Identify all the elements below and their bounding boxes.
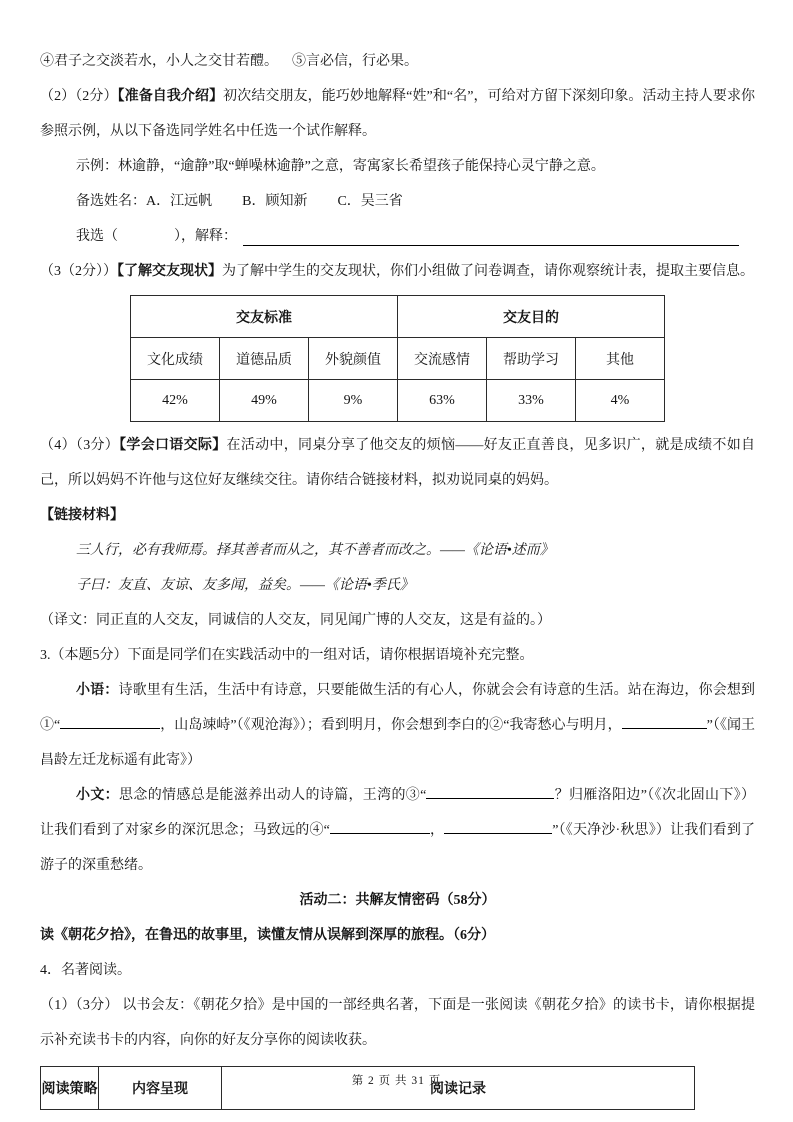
maxims-line [40, 44, 755, 79]
intro-text: 读《朝花夕拾》，在鲁迅的故事里，读懂友情从误解到深厚的旅程。（6分） [40, 928, 495, 943]
section-tag-self-intro: 【准备自我介绍】 [117, 89, 224, 104]
dialogue-text: ？归雁洛阳边”（《次北固山下》）让我们看到了对家乡的深沉思念；马致远的④“ [40, 788, 756, 838]
candidate-option-b: B．顾知新 [242, 194, 308, 209]
choice-answer-line [40, 219, 755, 254]
survey-column-header: 帮助学习 [487, 338, 576, 380]
reading-card-header-record: 阅读记录 [222, 1067, 695, 1110]
dialogue-text: 诗歌里有生活，生活中有诗意，只要能做生活的有心人，你就会会有诗意的生活。站在海边，你会想到①“ [40, 683, 756, 733]
answer-blank-1 [60, 714, 160, 729]
link-material-heading [40, 498, 755, 533]
candidates-label: 备选姓名： [76, 194, 146, 209]
question-3-intro [40, 638, 755, 673]
title-text: 活动二：共解友情密码（58分） [299, 893, 496, 908]
survey-statistics-table [130, 295, 665, 422]
dialogue-text: ”（《天净沙·秋思》）让我们看到了游子的深重愁绪。 [40, 823, 755, 873]
answer-blank-4b [444, 819, 552, 834]
quote-text: 子曰：友直、友谅、友多闻，益矣。——《论语•季氏》 [76, 578, 414, 593]
dialogue-text: 思念的情感总是能滋养出动人的诗篇，王湾的③“ [119, 788, 427, 803]
question-4 [40, 953, 755, 988]
heading-text: 【链接材料】 [40, 508, 124, 523]
dialogue-text: ”（《闻王昌龄左迁龙标遥有此寄》） [40, 718, 755, 768]
quote-text: 三人行，必有我师焉。择其善者而从之，其不善者而改之。——《论语•述而》 [76, 543, 554, 558]
section-tag-survey: 【了解交友现状】 [117, 264, 222, 279]
example-line [40, 149, 755, 184]
translation-line [40, 603, 755, 638]
table-row [131, 380, 665, 422]
candidate-option-c: C．吴三省 [337, 194, 403, 209]
activity-2-title [40, 883, 755, 918]
choose-suffix: ），解释： [174, 229, 237, 244]
question-number: （2）（2分） [40, 89, 118, 104]
answer-blank-4a [330, 819, 430, 834]
survey-column-header: 外貌颜值 [309, 338, 398, 380]
activity-2-intro [40, 918, 755, 953]
question-number: （3（2分）） [40, 264, 117, 279]
survey-value-cell: 63% [398, 380, 487, 422]
question-2-3 [40, 254, 755, 289]
question-number: （4）（3分） [40, 438, 120, 453]
question-text: 为了解中学生的交友现状，你们小组做了问卷调查，请你观察统计表，提取主要信息。 [222, 264, 754, 279]
question-2-2 [40, 79, 755, 149]
example-text: 示例：林逾静，“逾静”取“蝉噪林逾静”之意，寄寓家长希望孩子能保持心灵宁静之意。 [76, 159, 605, 174]
answer-blank-3 [426, 784, 554, 799]
table-row [131, 338, 665, 380]
maxim-5: ⑤言必信，行必果。 [292, 54, 418, 69]
reading-card-header-content: 内容呈现 [99, 1067, 222, 1110]
question-2-4 [40, 428, 755, 498]
survey-value-cell: 9% [309, 380, 398, 422]
dialogue-xiaoyu [40, 673, 755, 778]
survey-value-cell: 49% [220, 380, 309, 422]
analects-quote-1 [40, 533, 755, 568]
translation-text: （译文：同正直的人交友，同诚信的人交友，同见闻广博的人交友，这是有益的。） [40, 613, 551, 628]
question-text: 3.（本题5分）下面是同学们在实践活动中的一组对话，请你根据语境补充完整。 [40, 648, 534, 663]
survey-group-standards: 交友标准 [131, 296, 398, 338]
survey-column-header: 其他 [576, 338, 665, 380]
survey-column-header: 文化成绩 [131, 338, 220, 380]
candidate-names-line [40, 184, 755, 219]
dialogue-text: ， [429, 823, 445, 838]
explanation-answer-blank [243, 245, 739, 246]
question-4-1 [40, 988, 755, 1058]
section-tag-oral: 【学会口语交际】 [119, 438, 227, 453]
choose-prefix: 我选（ [76, 229, 118, 244]
dialogue-text: ，山岛竦峙”（《观沧海》）；看到明月，你会想到李白的②“我寄愁心与明月， [160, 718, 622, 733]
question-text: 4．名著阅读。 [40, 963, 131, 978]
survey-group-purposes: 交友目的 [398, 296, 665, 338]
question-text: 初次结交朋友，能巧妙地解释“姓”和“名”，可给对方留下深刻印象。活动主持人要求你参照示例，从以下备选同学姓名中任选一个试作解释。 [40, 89, 756, 139]
candidate-option-a: A．江远帆 [146, 194, 213, 209]
survey-value-cell: 4% [576, 380, 665, 422]
page-number-footer: 第 2 页 共 31 页 [351, 1075, 442, 1087]
answer-blank-2 [622, 714, 707, 729]
survey-column-header: 交流感情 [398, 338, 487, 380]
reading-card-header-strategy: 阅读策略 [41, 1067, 99, 1110]
survey-value-cell: 33% [487, 380, 576, 422]
survey-value-cell: 42% [131, 380, 220, 422]
dialogue-xiaowen [40, 778, 755, 883]
speaker-label: 小文： [76, 788, 120, 803]
table-row [131, 296, 665, 338]
choice-paren-gap [118, 219, 174, 254]
survey-column-header: 道德品质 [220, 338, 309, 380]
speaker-label: 小语： [76, 683, 119, 698]
maxim-4: ④君子之交淡若水，小人之交甘若醴。 [40, 54, 278, 69]
question-text: （1）（3分） 以书会友：《朝花夕拾》是中国的一部经典名著，下面是一张阅读《朝花夕拾》的读书卡，请你根据提示补充读书卡的内容，向你的好友分享你的阅读收获。 [40, 998, 755, 1048]
question-text: 在活动中，同桌分享了他交友的烦恼——好友正直善良，见多识广，就是成绩不如自己，所以妈妈不许他与这位好友继续交往。请你结合链接材料，拟劝说同桌的妈妈。 [40, 438, 756, 488]
analects-quote-2 [40, 568, 755, 603]
